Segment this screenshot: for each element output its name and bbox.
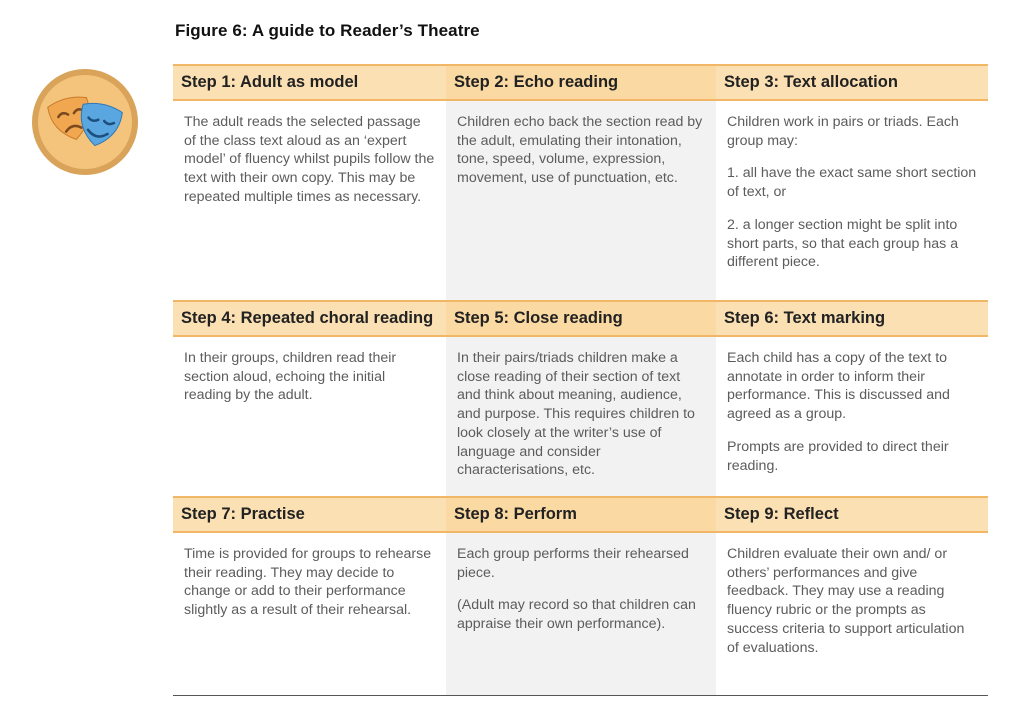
step-paragraph: Each group performs their rehearsed piece. <box>457 546 689 581</box>
step-paragraph: 2. a longer section might be split into short parts, so that each group has a different piece. <box>727 216 959 271</box>
step-description <box>716 101 988 300</box>
bottom-divider <box>173 695 988 696</box>
step-body-row <box>173 337 988 496</box>
step-paragraph: Children evaluate their own and/ or others’ performances and give feedback. They may use a reading fluency rubric or the prompts as success criteria to support articulation of evaluations. <box>727 546 965 656</box>
theatre-masks-icon <box>29 66 141 178</box>
step-paragraph: Children work in pairs or triads. Each group may: <box>727 114 959 149</box>
step-paragraph: (Adult may record so that children can appraise their own performance). <box>457 597 696 633</box>
step-paragraph: Each child has a copy of the text to annotate in order to inform their performance. This is discussed and agreed as a group. <box>727 350 950 423</box>
step-paragraph: Time is provided for groups to rehearse their reading. They may decide to change or add to their performance slightly as a result of their rehearsal. <box>184 546 432 619</box>
step-paragraph: In their pairs/triads children make a close reading of their section of text and think about meaning, audience, and purpose. This requires children to look closely at the writer’s use of language and consider characterisations, etc. <box>457 350 695 479</box>
step-paragraph: Prompts are provided to direct their reading. <box>727 438 949 474</box>
step-header-row <box>173 300 988 337</box>
step-body-row <box>173 533 988 691</box>
step-body-row <box>173 101 988 300</box>
step-header-row <box>173 496 988 533</box>
step-description <box>446 533 716 691</box>
step-title: Step 8: Perform <box>446 498 716 531</box>
figure-title: Figure 6: A guide to Reader’s Theatre <box>175 21 480 40</box>
step-header-row <box>173 64 988 101</box>
step-title: Step 4: Repeated choral reading <box>181 309 434 327</box>
step-description <box>446 101 716 300</box>
step-paragraph: The adult reads the selected passage of the class text aloud as an ‘expert model’ of fluency whilst pupils follow the text with their own copy. This may be repeated multiple times as necessary. <box>184 114 435 205</box>
step-title: Step 3: Text allocation <box>724 73 898 91</box>
step-description <box>446 337 716 496</box>
step-description <box>173 533 446 691</box>
step-description <box>716 533 988 691</box>
step-paragraph: In their groups, children read their section aloud, echoing the initial reading by the adult. <box>184 350 397 404</box>
step-title: Step 7: Practise <box>181 505 305 523</box>
step-description <box>716 337 988 496</box>
step-title: Step 1: Adult as model <box>181 73 359 91</box>
step-title: Step 9: Reflect <box>724 505 839 523</box>
step-title: Step 2: Echo reading <box>446 66 716 99</box>
step-paragraph: Children echo back the section read by the adult, emulating their intonation, tone, speed, volume, expression, movement, use of punctuation, etc. <box>457 114 703 187</box>
step-description <box>173 337 446 496</box>
step-paragraph: 1. all have the exact same short section of text, or <box>727 165 977 201</box>
step-description <box>173 101 446 300</box>
step-title: Step 6: Text marking <box>724 309 886 327</box>
step-title: Step 5: Close reading <box>446 302 716 335</box>
steps-table <box>173 64 988 691</box>
